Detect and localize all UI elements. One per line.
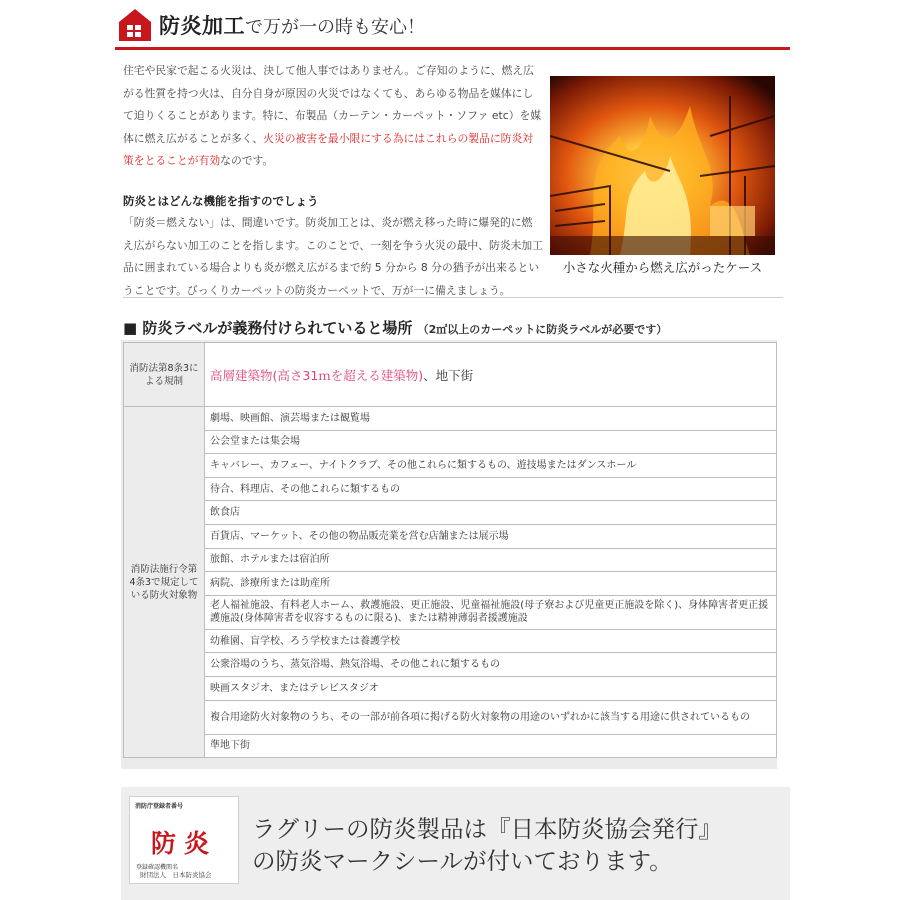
table-row	[124, 595, 777, 629]
table-row	[124, 700, 777, 734]
list-item: 幼稚園、盲学校、ろう学校または養護学校	[205, 629, 777, 653]
table-row	[124, 430, 777, 454]
rule-1-content	[205, 343, 777, 407]
table-row	[124, 343, 777, 407]
list-item: 旅館、ホテルまたは宿泊所	[205, 548, 777, 572]
list-item: 飲食店	[205, 501, 777, 525]
house-icon	[118, 8, 152, 42]
list-item: 公衆浴場のうち、蒸気浴場、熱気浴場、その他これに類するもの	[205, 653, 777, 677]
list-item: 病院、診療所または助産所	[205, 572, 777, 596]
section-note: （2㎡以上のカーペットに防炎ラベルが必要です）	[417, 323, 668, 336]
section-header	[115, 0, 790, 50]
list-item: キャバレー、カフェー、ナイトクラブ、その他これらに類するもの、遊技場またはダンスホール	[205, 454, 777, 478]
page-subtitle: で万が一の時も安心！	[245, 17, 425, 38]
section-title	[123, 317, 667, 338]
list-item: 複合用途防火対象物のうち、その一部が前各項に掲げる防火対象物の用途のいずれかに該当する用途に供されているもの	[205, 700, 777, 734]
intro-highlight: 火災の被害を最小限にする為にはこれらの製品に防炎対策をとることが有効	[123, 131, 534, 167]
regulation-table-grid	[123, 342, 777, 758]
table-row	[124, 454, 777, 478]
list-item: 百貨店、マーケット、その他の物品販売業を営む店舗または展示場	[205, 524, 777, 548]
list-item: 劇場、映画館、演芸場または観覧場	[205, 407, 777, 431]
intro-text-part: なのです。	[220, 154, 274, 167]
header-divider	[115, 47, 790, 50]
fire-photo	[550, 76, 775, 255]
list-item: 老人福祉施設、有料老人ホーム、救護施設、更正施設、児童福祉施設(母子寮および児童更正施設を除く)、身体障害者更正援護施設(身体障害者を収容するものに限る)、または精神薄弱者援護施設	[205, 595, 777, 629]
intro-text	[123, 60, 543, 302]
rule-label-1: 消防法第8条3による規制	[124, 343, 205, 407]
mark-text-line-2: の防炎マークシールが付いております。	[252, 847, 673, 875]
mark-text-line-1: ラグリーの防炎製品は『日本防炎協会発行』	[252, 815, 722, 843]
seal-kanji: 防炎	[150, 829, 217, 858]
rule-1-highlight: 高層建築物(高さ31ｍを超える建築物)	[210, 367, 424, 383]
list-item: 待合、料理店、その他これらに類するもの	[205, 477, 777, 501]
table-row	[124, 572, 777, 596]
fireproof-mark-text	[252, 813, 722, 877]
list-item: 公会堂または集会場	[205, 430, 777, 454]
table-row	[124, 501, 777, 525]
table-row	[124, 734, 777, 758]
fireproof-mark-seal	[129, 796, 239, 884]
table-row	[124, 477, 777, 501]
fireproof-mark-section	[121, 787, 790, 900]
list-item: 映画スタジオ、またはテレビスタジオ	[205, 676, 777, 700]
photo-caption: 小さな火種から燃え広がったケース	[562, 260, 763, 275]
intro-text-part: 住宅や民家で起こる火災は、決して他人事ではありません。ご存知のように、燃え広がる性質を持つ火は、自分自身が原因の火災ではなくても、あらゆる物品を媒体にして迫りくることがあります。特に、布製品（カーテン・カーペット・ソファ etc）を媒体に燃え広がることが多く、	[123, 64, 542, 145]
intro-paragraph-2: 「防炎＝燃えない」は、間違いです。防炎加工とは、炎が燃え移った時に爆発的に燃え広がらない加工のことを指します。このことで、一刻を争う火災の最中、防炎未加工品に囲まれている場合よりも炎が燃え広がるまで約 5 分から 8 分の猶予が出来るということです。びっくりカーペットの防炎カーペットで、万が一に備えましょう。	[123, 216, 543, 297]
intro-paragraph-1	[123, 60, 543, 173]
table-row	[124, 653, 777, 677]
section-title-text: ■ 防炎ラベルが義務付けられていると場所	[123, 319, 413, 337]
rule-label-2: 消防法施行令第4条3で規定している防火対象物	[124, 407, 205, 758]
table-row	[124, 524, 777, 548]
page-title: 防炎加工で万が一の時も安心！	[159, 14, 425, 38]
seal-issuer-name: 財団法人 日本防炎協会	[140, 871, 212, 879]
table-row	[124, 676, 777, 700]
seal-issuer-label: 登録確認機関名	[136, 864, 179, 871]
intro-subheading: 防炎とはどんな機能を指すのでしょう	[123, 193, 319, 208]
table-row	[124, 548, 777, 572]
table-row	[124, 629, 777, 653]
divider	[123, 297, 783, 298]
regulation-table	[121, 340, 777, 769]
list-item: 準地下街	[205, 734, 777, 758]
seal-registration-label: 消防庁登録者番号	[135, 803, 184, 810]
table-row	[124, 407, 777, 431]
rule-1-rest: 、地下街	[423, 367, 474, 383]
